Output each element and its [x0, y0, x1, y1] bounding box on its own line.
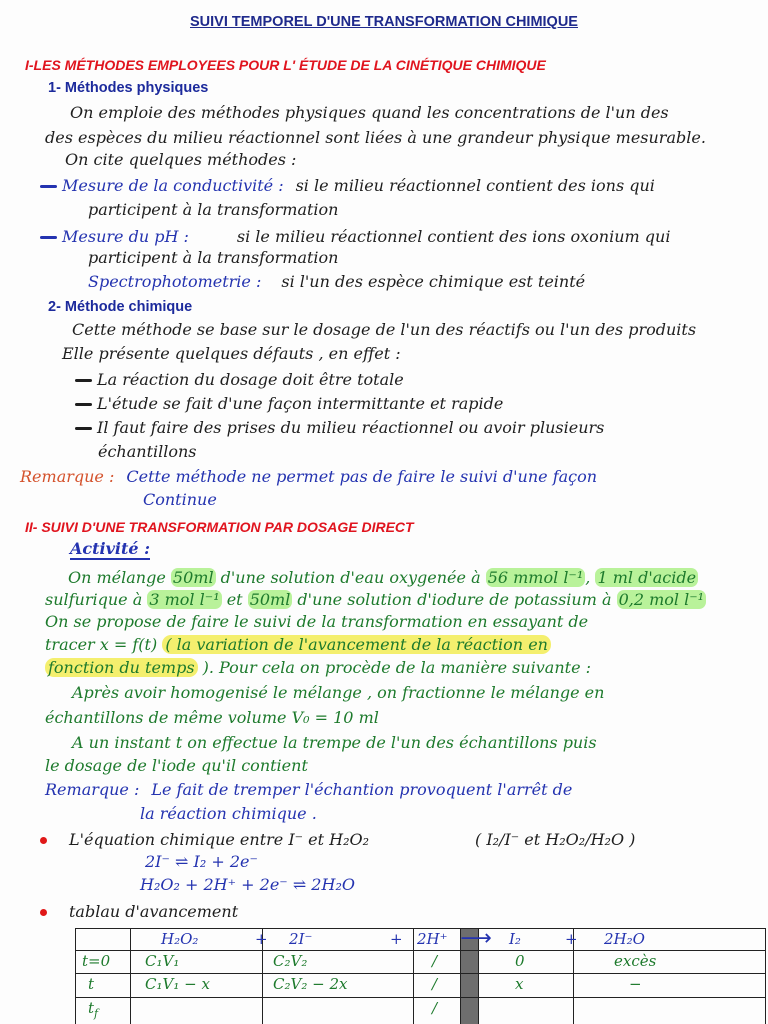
bullet-dash	[40, 236, 57, 239]
table-separator-cell	[461, 974, 479, 998]
highlighted-quantity: 50ml	[172, 568, 214, 587]
activity-line	[45, 634, 551, 656]
highlighted-phrase: ( la variation de l'avancement de la réaction en	[162, 635, 551, 654]
bullet-dash	[40, 185, 57, 188]
activity-line	[45, 589, 706, 611]
activity-text: ,	[585, 568, 596, 587]
activity-text: d'une solution d'iodure de potassium à	[292, 590, 617, 609]
method-description: si le milieu réactionnel contient des ions oxonium qui	[236, 227, 671, 246]
remark-continuation: la réaction chimique .	[140, 804, 317, 823]
method-description: si le milieu réactionnel contient des ions qui	[295, 176, 655, 195]
plus-sign: +	[565, 930, 578, 948]
progress-table	[75, 928, 766, 1024]
activity-line	[68, 567, 698, 589]
table-separator-cell	[460, 926, 492, 951]
table-bullet-item	[40, 901, 238, 923]
activity-line	[72, 732, 597, 754]
activity-text: Après avoir homogenisé le mélange , on fractionne le mélange en	[72, 683, 605, 702]
defect-item	[75, 393, 503, 415]
highlighted-quantity: 0,2 mol l⁻¹	[618, 590, 705, 609]
species-water: 2H₂O	[604, 930, 645, 948]
section-2-heading: II- SUIVI D'UNE TRANSFORMATION PAR DOSAGE DIRECT	[25, 519, 414, 535]
row-label-text: t	[88, 975, 95, 993]
table-row-label	[76, 998, 131, 1024]
table-separator-cell	[461, 998, 479, 1024]
table-row-label	[76, 951, 131, 974]
highlighted-quantity: 56 mmol l⁻¹	[487, 568, 584, 587]
table-cell	[414, 951, 461, 974]
activity-text: On se propose de faire le suivi de la transformation en essayant de	[45, 612, 589, 631]
activity-text: ). Pour cela on procède de la manière suivante :	[197, 658, 592, 677]
equation-bullet-item	[40, 829, 369, 851]
table-header-cell	[263, 929, 414, 951]
highlighted-quantity: 50ml	[249, 590, 291, 609]
remark-quench	[45, 779, 572, 801]
method-item-ph	[40, 226, 670, 248]
cell-value: −	[629, 975, 642, 993]
cell-value: C₂V₂ − 2x	[273, 975, 348, 993]
physical-intro-line: des espèces du milieu réactionnel sont liées à une grandeur physique mesurable.	[45, 128, 706, 147]
cell-value: 0	[515, 952, 525, 970]
defect-continuation: échantillons	[98, 442, 197, 461]
table-cell	[414, 974, 461, 998]
table-cell	[574, 998, 766, 1024]
species-hydrogen-ion: 2H⁺	[417, 930, 448, 948]
page-title-text: SUIVI TEMPOREL D'UNE TRANSFORMATION CHIMIQUE	[190, 14, 578, 30]
cell-value: C₁V₁ − x	[145, 975, 210, 993]
table-cell	[263, 974, 414, 998]
half-equation-iodide: 2I⁻ ⇌ I₂ + 2e⁻	[145, 852, 258, 871]
remark-text: Le fait de tremper l'échantion provoquent l'arrêt de	[151, 780, 573, 799]
method-name: Mesure du pH :	[62, 227, 189, 246]
activity-text: échantillons de même volume V₀ = 10 ml	[45, 708, 379, 727]
bullet-dot	[40, 909, 47, 916]
table-cell	[574, 974, 766, 998]
chemical-intro-line: Elle présente quelques défauts , en effet :	[62, 344, 401, 363]
activity-line	[72, 682, 604, 704]
highlighted-quantity: 3 mol l⁻¹	[149, 590, 220, 609]
highlighted-phrase: fonction du temps	[45, 658, 198, 677]
species-h2o2: H₂O₂	[161, 930, 199, 948]
table-cell	[263, 998, 414, 1024]
table-cell	[131, 951, 263, 974]
row-label-main: t	[88, 999, 95, 1017]
table-cell	[131, 998, 263, 1024]
defect-text: La réaction du dosage doit être totale	[97, 370, 404, 389]
activity-text: tracer x = f(t)	[45, 635, 163, 654]
section-1-heading: I-LES MÉTHODES EMPLOYEES POUR L' ÉTUDE DE LA CINÉTIQUE CHIMIQUE	[25, 57, 546, 73]
method-description-continuation: participent à la transformation	[88, 200, 339, 219]
table-cell	[479, 974, 574, 998]
method-name: Spectrophotometrie :	[88, 272, 262, 291]
cell-value: C₁V₁	[145, 952, 180, 970]
table-header-cell	[131, 929, 268, 951]
table-cell	[131, 974, 263, 998]
table-separator-cell	[461, 951, 479, 974]
cell-value: /	[432, 952, 438, 970]
redox-couples: ( I₂/I⁻ et H₂O₂/H₂O )	[475, 830, 636, 849]
cell-value: /	[432, 999, 438, 1017]
bullet-dash	[75, 379, 92, 382]
plus-sign: +	[255, 930, 268, 948]
half-equation-peroxide: H₂O₂ + 2H⁺ + 2e⁻ ⇌ 2H₂O	[140, 875, 355, 894]
activity-line	[45, 657, 591, 679]
physical-intro-line: On emploie des méthodes physiques quand les concentrations de l'un des	[70, 103, 669, 122]
plus-sign: +	[390, 930, 403, 948]
table-cell	[479, 951, 574, 974]
defect-text: L'étude se fait d'une façon intermittante et rapide	[97, 394, 504, 413]
cell-value: /	[432, 975, 438, 993]
method-item-spectrophotometry	[88, 271, 585, 293]
table-cell	[574, 951, 766, 974]
bullet-dash	[75, 403, 92, 406]
cell-value: C₂V₂	[273, 952, 308, 970]
reaction-arrow-icon: ⟶	[460, 926, 492, 951]
page-title	[0, 13, 768, 31]
activity-line	[45, 707, 379, 729]
table-header-cell	[76, 929, 131, 951]
table-cell	[263, 951, 414, 974]
bullet-dash	[75, 427, 92, 430]
cell-value: excès	[614, 952, 657, 970]
activity-text: On mélange	[68, 568, 171, 587]
row-label-text: t=0	[82, 952, 111, 970]
remark-continuation: Continue	[143, 490, 217, 509]
equation-intro: L'équation chimique entre I⁻ et H₂O₂	[69, 830, 370, 849]
table-label: tablau d'avancement	[69, 902, 239, 921]
table-header-cell	[574, 929, 766, 951]
cell-value: x	[515, 975, 524, 993]
row-label-text	[88, 998, 98, 1024]
chemical-intro-line: Cette méthode se base sur le dosage de l'un des réactifs ou l'un des produits	[72, 320, 697, 339]
activity-line	[45, 611, 588, 633]
species-iodine: I₂	[509, 930, 521, 948]
table-row-label	[76, 974, 131, 998]
defect-item	[75, 417, 604, 439]
remark-label: Remarque :	[20, 467, 115, 486]
method-item-conductivity	[40, 175, 655, 197]
method-name: Mesure de la conductivité :	[62, 176, 284, 195]
defect-text: Il faut faire des prises du milieu réactionnel ou avoir plusieurs	[97, 418, 605, 437]
activity-text: A un instant t on effectue la trempe de l'un des échantillons puis	[72, 733, 597, 752]
bullet-dot	[40, 837, 47, 844]
table-cell	[414, 998, 461, 1024]
method-description-continuation: participent à la transformation	[88, 248, 339, 267]
activity-text: d'une solution d'eau oxygenée à	[215, 568, 486, 587]
remark-label: Remarque :	[45, 780, 140, 799]
remark-text: Cette méthode ne permet pas de faire le suivi d'une façon	[126, 467, 598, 486]
table-cell	[479, 998, 574, 1024]
method-description: si l'un des espèce chimique est teinté	[281, 272, 586, 291]
activity-text: et	[221, 590, 248, 609]
activity-text: sulfurique à	[45, 590, 148, 609]
activity-label: Activité :	[70, 539, 151, 558]
activity-text: le dosage de l'iode qu'il contient	[45, 756, 308, 775]
activity-line	[45, 755, 308, 777]
row-label-subscript: f	[94, 1007, 99, 1020]
species-iodide: 2I⁻	[289, 930, 313, 948]
physical-intro-line: On cite quelques méthodes :	[65, 150, 297, 169]
highlighted-quantity: 1 ml d'acide	[597, 568, 697, 587]
remark-chemical-method	[20, 466, 597, 488]
subsection-chemical-heading: 2- Méthode chimique	[48, 299, 193, 315]
subsection-physical-heading: 1- Méthodes physiques	[48, 80, 209, 96]
defect-item	[75, 369, 404, 391]
